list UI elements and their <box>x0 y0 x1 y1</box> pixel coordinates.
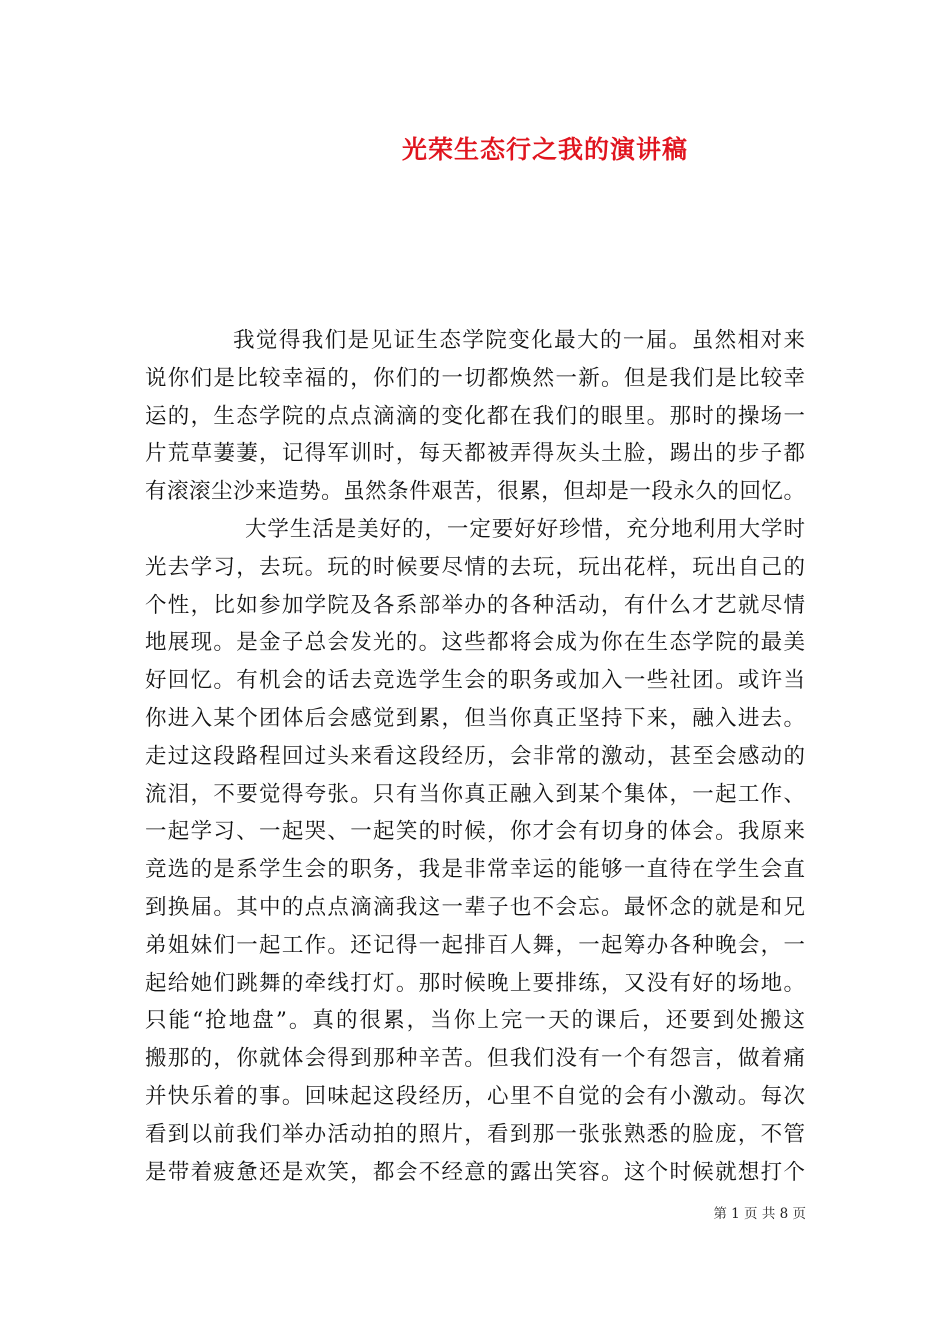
paragraph-line: 片荒草萋萋，记得军训时，每天都被弄得灰头土脸，踢出的步子都 <box>145 441 805 467</box>
paragraph-line: 走过这段路程回过头来看这段经历，会非常的激动，甚至会感动的 <box>145 743 805 769</box>
paragraph-line: 看到以前我们举办活动拍的照片，看到那一张张熟悉的脸庞，不管 <box>145 1121 805 1147</box>
paragraph-line: 运的，生态学院的点点滴滴的变化都在我们的眼里。那时的操场一 <box>145 403 805 429</box>
paragraph-line: 是带着疲惫还是欢笑，都会不经意的露出笑容。这个时候就想打个 <box>145 1159 805 1185</box>
paragraph-line: 个性，比如参加学院及各系部举办的各种活动，有什么才艺就尽情 <box>145 592 805 618</box>
paragraph-line: 光去学习，去玩。玩的时候要尽情的去玩，玩出花样，玩出自己的 <box>145 554 805 580</box>
paragraph-line: 我觉得我们是见证生态学院变化最大的一届。虽然相对来 <box>233 328 805 353</box>
paragraph-line: 到换届。其中的点点滴滴我这一辈子也不会忘。最怀念的就是和兄 <box>145 894 805 920</box>
paragraph-line: 流泪，不要觉得夸张。只有当你真正融入到某个集体，一起工作、 <box>145 781 805 807</box>
paragraph-line: 说你们是比较幸福的，你们的一切都焕然一新。但是我们是比较幸 <box>145 365 805 391</box>
paragraph-line: 只能“抢地盘”。真的很累，当你上完一天的课后，还要到处搬这 <box>145 1008 805 1034</box>
paragraph-line: 好回忆。有机会的话去竞选学生会的职务或加入一些社团。或许当 <box>145 668 805 694</box>
paragraph-line: 有滚滚尘沙来造势。虽然条件艰苦，很累，但却是一段永久的回忆。 <box>145 479 805 505</box>
document-body <box>145 322 805 1191</box>
paragraph-line: 地展现。是金子总会发光的。这些都将会成为你在生态学院的最美 <box>145 630 805 656</box>
document-title: 光荣生态行之我的演讲稿 <box>401 135 688 164</box>
page-number-footer: 第 1 页 共 8 页 <box>713 1206 806 1222</box>
paragraph-line: 起给她们跳舞的牵线打灯。那时候晚上要排练，又没有好的场地。 <box>145 970 805 996</box>
paragraph-line: 搬那的，你就体会得到那种辛苦。但我们没有一个有怨言，做着痛 <box>145 1046 805 1072</box>
paragraph-line: 竞选的是系学生会的职务，我是非常幸运的能够一直待在学生会直 <box>145 857 805 883</box>
paragraph-line: 并快乐着的事。回味起这段经历，心里不自觉的会有小激动。每次 <box>145 1083 805 1109</box>
paragraph-line: 你进入某个团体后会感觉到累，但当你真正坚持下来，融入进去。 <box>145 705 805 731</box>
paragraph-line: 大学生活是美好的，一定要好好珍惜，充分地利用大学时 <box>245 516 805 542</box>
paragraph-line: 一起学习、一起哭、一起笑的时候，你才会有切身的体会。我原来 <box>145 819 805 845</box>
paragraph-line: 弟姐妹们一起工作。还记得一起排百人舞，一起筹办各种晚会，一 <box>145 932 805 958</box>
